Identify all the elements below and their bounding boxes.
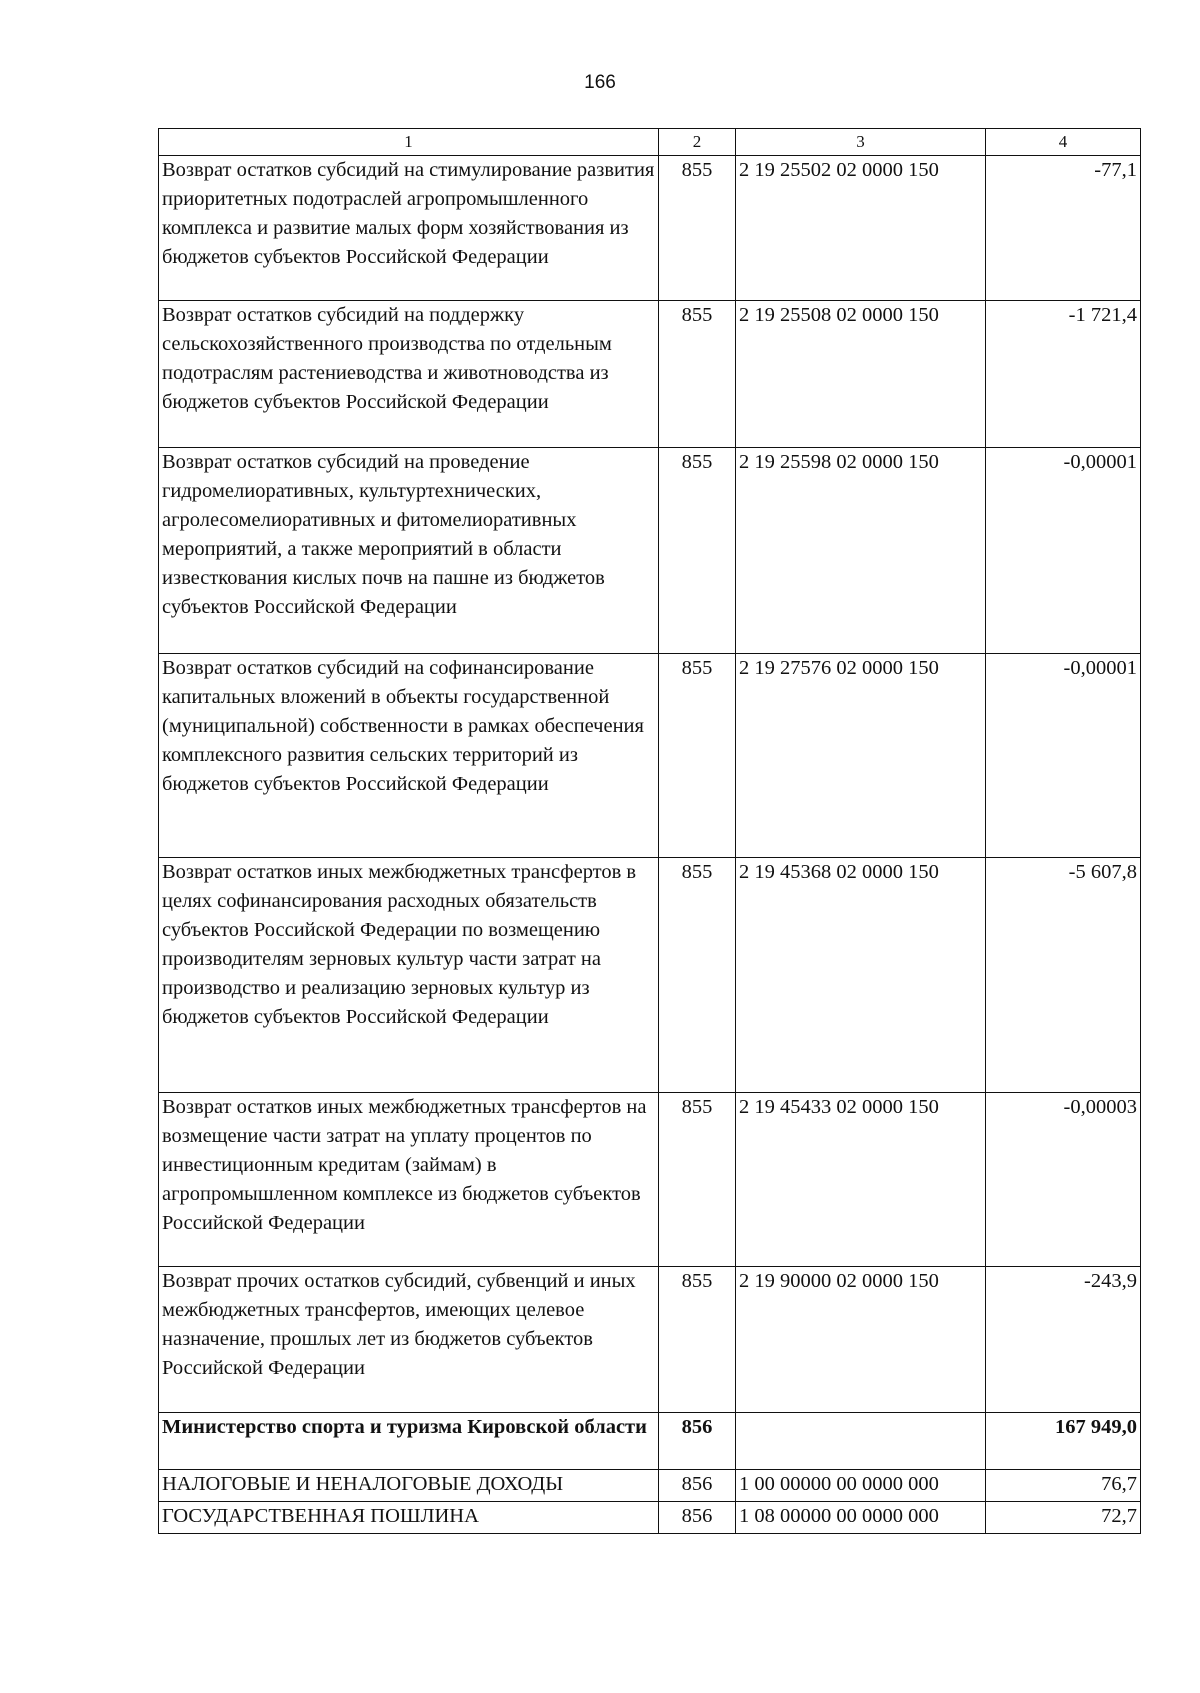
row-amount: -0,00001 [986,448,1141,654]
table-row [159,1470,1141,1502]
row-amount: 167 949,0 [986,1413,1141,1470]
table-row [159,654,1141,858]
row-name: Возврат остатков субсидий на поддержку сельскохозяйственного производства по отдельным подотраслям растениеводства и животноводства из бюджетов субъектов Российской Федерации [159,301,659,448]
row-admin-code: 856 [659,1413,736,1470]
row-amount: -77,1 [986,156,1141,301]
row-budget-code: 1 08 00000 00 0000 000 [736,1502,986,1534]
row-budget-code: 2 19 25508 02 0000 150 [736,301,986,448]
row-admin-code: 855 [659,156,736,301]
row-admin-code: 855 [659,654,736,858]
row-amount: -0,00001 [986,654,1141,858]
row-admin-code: 855 [659,858,736,1093]
row-name: Возврат остатков субсидий на проведение гидромелиоративных, культуртехнических, агролесомелиоративных и фитомелиоративных мероприятий, а также мероприятий в области известкования кислых почв на пашне из бюджетов субъектов Российской Федерации [159,448,659,654]
table-row-ministry [159,1413,1141,1470]
table-row [159,858,1141,1093]
row-amount: -1 721,4 [986,301,1141,448]
row-name: Возврат остатков субсидий на софинансирование капитальных вложений в объекты государственной (муниципальной) собственности в рамках обеспечения комплексного развития сельских территорий из бюджетов субъектов Российской Федерации [159,654,659,858]
row-name: ГОСУДАРСТВЕННАЯ ПОШЛИНА [159,1502,659,1534]
row-budget-code [736,1413,986,1470]
table-row [159,1502,1141,1534]
row-name: Министерство спорта и туризма Кировской области [159,1413,659,1470]
budget-table [158,128,1141,1534]
table-header-row [159,129,1141,156]
table-row [159,1093,1141,1267]
row-budget-code: 1 00 00000 00 0000 000 [736,1470,986,1502]
row-amount: 76,7 [986,1470,1141,1502]
row-amount: -243,9 [986,1267,1141,1413]
row-amount: -0,00003 [986,1093,1141,1267]
row-name: Возврат остатков иных межбюджетных трансфертов в целях софинансирования расходных обязательств субъектов Российской Федерации по возмещению производителям зерновых культур части затрат на производство и реализацию зерновых культур из бюджетов субъектов Российской Федерации [159,858,659,1093]
row-budget-code: 2 19 25502 02 0000 150 [736,156,986,301]
header-col-4: 4 [986,129,1141,156]
row-admin-code: 855 [659,448,736,654]
row-name: Возврат остатков субсидий на стимулирование развития приоритетных подотраслей агропромышленного комплекса и развитие малых форм хозяйствования из бюджетов субъектов Российской Федерации [159,156,659,301]
row-name: Возврат прочих остатков субсидий, субвенций и иных межбюджетных трансфертов, имеющих целевое назначение, прошлых лет из бюджетов субъектов Российской Федерации [159,1267,659,1413]
row-admin-code: 856 [659,1470,736,1502]
table-row [159,1267,1141,1413]
row-admin-code: 855 [659,1267,736,1413]
row-budget-code: 2 19 45368 02 0000 150 [736,858,986,1093]
row-amount: -5 607,8 [986,858,1141,1093]
row-budget-code: 2 19 45433 02 0000 150 [736,1093,986,1267]
row-admin-code: 855 [659,1093,736,1267]
table-row [159,448,1141,654]
row-budget-code: 2 19 90000 02 0000 150 [736,1267,986,1413]
header-col-2: 2 [659,129,736,156]
page-number: 166 [584,72,616,93]
row-budget-code: 2 19 27576 02 0000 150 [736,654,986,858]
header-col-1: 1 [159,129,659,156]
row-amount: 72,7 [986,1502,1141,1534]
row-admin-code: 855 [659,301,736,448]
row-name: Возврат остатков иных межбюджетных трансфертов на возмещение части затрат на уплату процентов по инвестиционным кредитам (займам) в агропромышленном комплексе из бюджетов субъектов Российской Федерации [159,1093,659,1267]
row-budget-code: 2 19 25598 02 0000 150 [736,448,986,654]
row-admin-code: 856 [659,1502,736,1534]
table-row [159,156,1141,301]
table-row [159,301,1141,448]
row-name: НАЛОГОВЫЕ И НЕНАЛОГОВЫЕ ДОХОДЫ [159,1470,659,1502]
header-col-3: 3 [736,129,986,156]
